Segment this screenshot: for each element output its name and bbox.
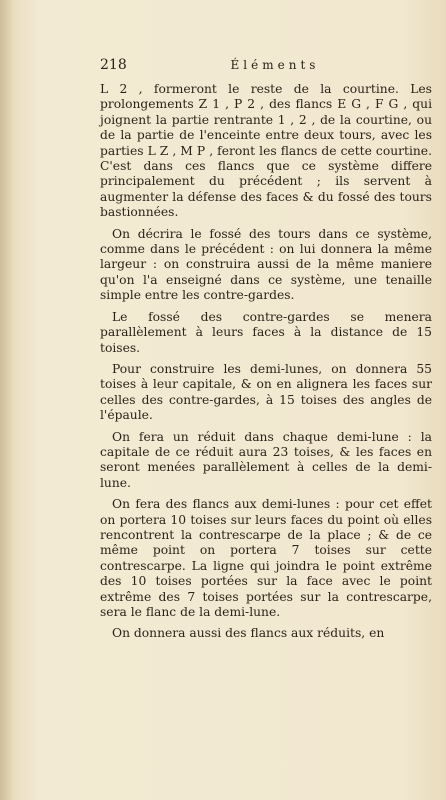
paragraph: Le fossé des contre-gardes se menera parallèlement à leurs faces à la distance de 15 toises. xyxy=(100,309,432,355)
page-body xyxy=(100,82,432,648)
paragraph: On fera des flancs aux demi-lunes : pour cet effet on portera 10 toises sur leurs faces du point où elles rencontrent la contrescarpe de la place ; & de ce même point on portera 7 toises sur cette contrescarpe. La ligne qui joindra le point extrême des 10 toises portées sur la face avec le point extrême des 7 toises portées sur la contrescarpe, sera le flanc de la demi-lune. xyxy=(100,497,432,619)
page-number: 218 xyxy=(100,57,127,73)
paragraph: On décrira le fossé des tours dans ce système, comme dans le précédent : on lui donnera la même largeur : on construira aussi de la même maniere qu'on l'a enseigné dans ce système, une tenaille simple entre les contre-gardes. xyxy=(100,226,432,303)
paragraph: On donnera aussi des flancs aux réduits, en xyxy=(112,626,385,641)
paragraph: Pour construire les demi-lunes, on donnera 55 toises à leur capitale, & on en alignera les faces sur celles des contre-gardes, à 15 toises des angles de l'épaule. xyxy=(100,361,432,423)
paragraph: On fera un réduit dans chaque demi-lune : la capitale de ce réduit aura 23 toises, & les faces en seront menées parallèlement à celles de la demi-lune. xyxy=(100,429,432,490)
paragraph: L 2 , formeront le reste de la courtine. Les prolongements Z 1 , P 2 , des flancs E G , F G , qui joignent la partie rentrante 1 , 2 , de la courtine, ou de la partie de l'enceinte entre deux tours, avec les parties L Z , M P , feront les flancs de cette courtine. C'est dans ces flancs que ce système differe principalement du précédent ; ils servent à augmenter la défense des faces & du fossé des tours bastionnées. xyxy=(100,82,432,220)
page-header xyxy=(100,57,432,77)
page-gutter-shadow xyxy=(0,0,14,800)
running-title: Éléments xyxy=(230,58,320,72)
